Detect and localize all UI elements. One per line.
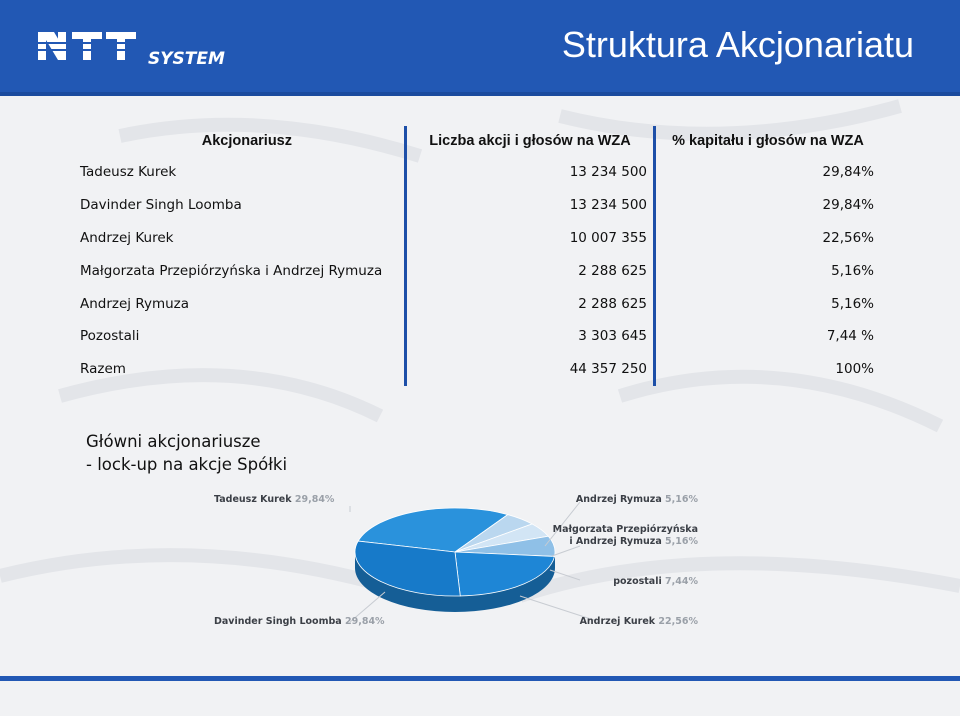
column-header-shareholder: Akcjonariusz (201, 133, 292, 149)
table-header-row (74, 126, 880, 156)
shareholder-name: Małgorzata Przepiórzyńska i Andrzej Rymuza (80, 262, 383, 279)
table-row (74, 189, 880, 222)
share-percent: 22,56% (822, 229, 874, 246)
pie-value-label: 29,84% (341, 616, 385, 627)
svg-text:SYSTEM: SYSTEM (148, 49, 225, 69)
share-percent: 7,44 % (826, 328, 874, 345)
pie-label: pozostali 7,44% (613, 576, 698, 587)
shareholder-name: Razem (80, 361, 126, 378)
share-count: 44 357 250 (406, 353, 655, 386)
ntt-system-logo (38, 30, 248, 70)
table-row (74, 320, 880, 353)
share-percent: 5,16% (831, 262, 874, 279)
table-row (74, 287, 880, 320)
share-count: 13 234 500 (406, 189, 655, 222)
pie-label: Andrzej Kurek 22,56% (579, 616, 698, 627)
shareholders-table (74, 126, 880, 386)
table-row (74, 156, 880, 189)
share-percent: 29,84% (822, 197, 874, 214)
shareholder-name: Davinder Singh Loomba (80, 197, 242, 214)
section-subtitle-line2: - lock-up na akcje Spółki (86, 455, 288, 474)
table-row (74, 222, 880, 255)
share-count: 13 234 500 (406, 156, 655, 189)
shareholder-name: Tadeusz Kurek (80, 164, 177, 181)
header-divider (0, 92, 960, 96)
pie-value-label: 22,56% (655, 616, 698, 627)
pie-label: i Andrzej Rymuza 5,16% (569, 536, 698, 547)
share-count: 2 288 625 (406, 287, 655, 320)
pie-slices (355, 508, 555, 596)
pie-value-label: 7,44% (661, 576, 698, 587)
page-title: Struktura Akcjonariatu (561, 24, 914, 65)
share-count: 3 303 645 (406, 320, 655, 353)
share-count: 10 007 355 (406, 222, 655, 255)
share-percent: 100% (835, 361, 874, 378)
pie-label: Tadeusz Kurek 29,84% (214, 494, 335, 505)
share-percent: 29,84% (822, 164, 874, 181)
footer-bar (0, 676, 960, 681)
pie-value-label: 29,84% (291, 494, 335, 505)
header-bar (0, 0, 960, 92)
column-header-percent: % kapitału i głosów na WZA (672, 133, 864, 149)
share-percent: 5,16% (831, 295, 874, 312)
column-header-shares: Liczba akcji i głosów na WZA (406, 126, 655, 156)
pie-label: Davinder Singh Loomba 29,84% (214, 616, 385, 627)
share-count: 2 288 625 (406, 254, 655, 287)
shareholder-name: Pozostali (80, 328, 140, 345)
ownership-pie-chart (200, 484, 720, 634)
table-row (74, 254, 880, 287)
shareholder-name: Andrzej Kurek (80, 229, 174, 246)
pie-label: Andrzej Rymuza 5,16% (575, 494, 698, 505)
section-subtitle-line1: Główni akcjonariusze (86, 432, 261, 451)
pie-leader-line (552, 546, 580, 556)
pie-leader-line (550, 570, 580, 580)
table-row-total (74, 353, 880, 386)
pie-value-label: 5,16% (661, 536, 698, 547)
pie-label: Małgorzata Przepiórzyńska (552, 524, 698, 535)
shareholder-name: Andrzej Rymuza (80, 295, 190, 312)
pie-value-label: 5,16% (661, 494, 698, 505)
